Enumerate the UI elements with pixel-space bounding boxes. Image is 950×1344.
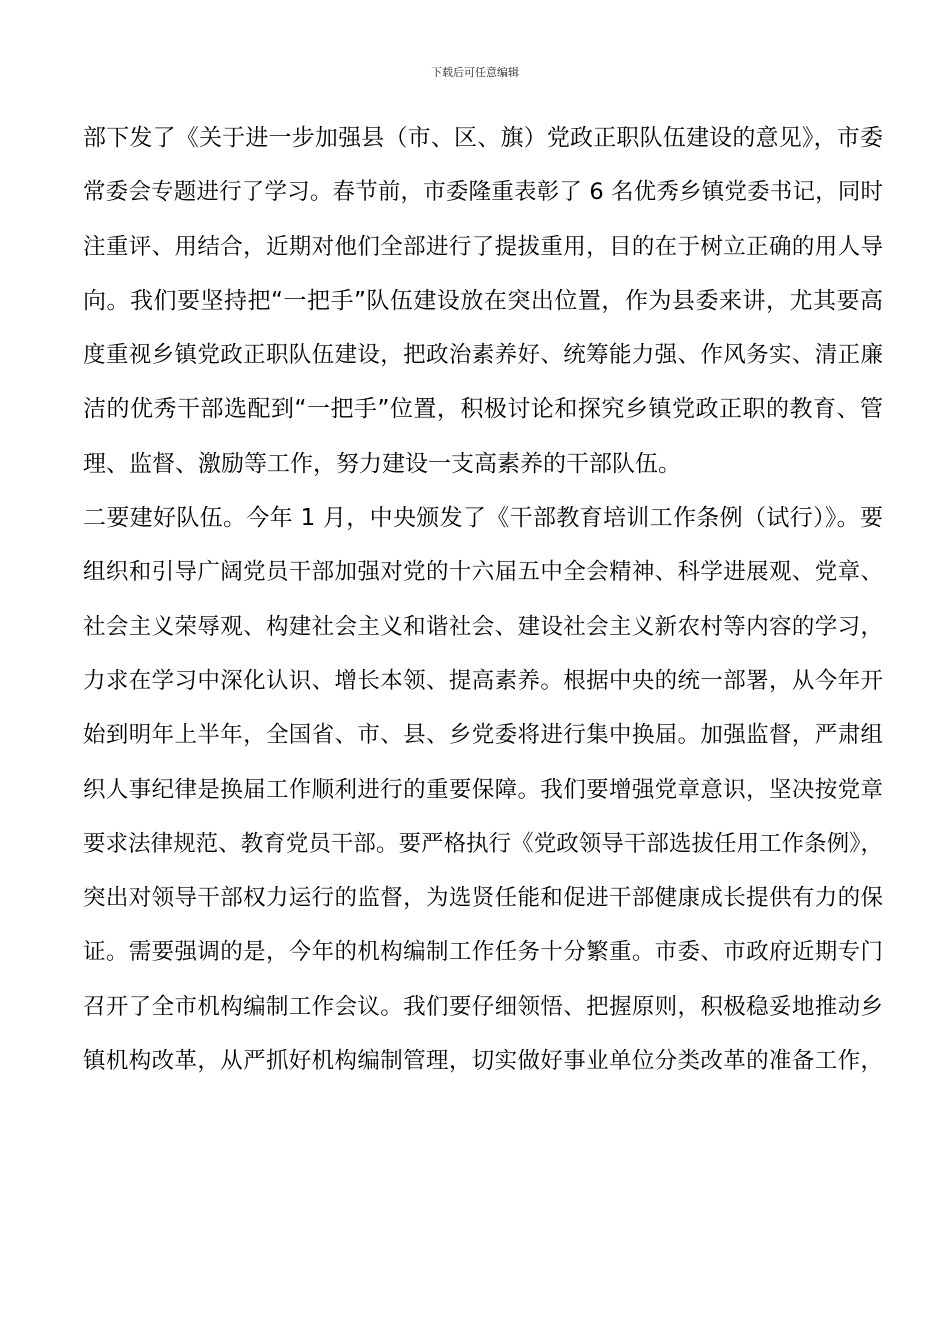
body-text-line: 度重视乡镇党政正职队伍建设，把政治素养好、统筹能力强、作风务实、清正廉: [83, 342, 883, 369]
document-body: [83, 114, 883, 1091]
body-text-line: 召开了全市机构编制工作会议。我们要仔细领悟、把握原则，积极稳妥地推动乡: [83, 993, 883, 1020]
body-text-line: 镇机构改革，从严抓好机构编制管理，切实做好事业单位分类改革的准备工作，: [83, 1048, 883, 1075]
body-text-line: 证。需要强调的是，今年的机构编制工作任务十分繁重。市委、市政府近期专门: [83, 939, 883, 966]
body-text-line: 要求法律规范、教育党员干部。要严格执行《党政领导干部选拔任用工作条例》，: [83, 830, 883, 857]
page-header: 下载后可任意编辑: [431, 66, 519, 79]
body-text-line: 始到明年上半年，全国省、市、县、乡党委将进行集中换届。加强监督，严肃组: [83, 722, 883, 749]
body-text-line: 力求在学习中深化认识、增长本领、提高素养。根据中央的统一部署，从今年开: [83, 667, 883, 694]
body-text-line: 向。我们要坚持把“一把手”队伍建设放在突出位置，作为县委来讲，尤其要高: [83, 287, 883, 314]
body-text-line: 常委会专题进行了学习。春节前，市委隆重表彰了 6 名优秀乡镇党委书记，同时: [83, 179, 883, 206]
body-text-line: 部下发了《关于进一步加强县（市、区、旗）党政正职队伍建设的意见》，市委: [83, 125, 883, 151]
body-text-line: 织人事纪律是换届工作顺利进行的重要保障。我们要增强党章意识，坚决按党章: [83, 776, 883, 803]
body-text-line: 二要建好队伍。今年 1 月，中央颁发了《干部教育培训工作条例（试行）》。要: [83, 505, 883, 532]
body-text-line: 社会主义荣辱观、构建社会主义和谐社会、建设社会主义新农村等内容的学习，: [83, 613, 883, 640]
body-text-line: 组织和引导广阔党员干部加强对党的十六届五中全会精神、科学进展观、党章、: [83, 559, 883, 586]
body-text-line: 突出对领导干部权力运行的监督，为选贤任能和促进干部健康成长提供有力的保: [83, 885, 883, 912]
body-text-line: 洁的优秀干部选配到“一把手”位置，积极讨论和探究乡镇党政正职的教育、管: [83, 396, 883, 423]
body-text-line: 注重评、用结合，近期对他们全部进行了提拔重用，目的在于树立正确的用人导: [83, 233, 883, 260]
body-text-line: 理、监督、激励等工作，努力建设一支高素养的干部队伍。: [83, 450, 681, 477]
